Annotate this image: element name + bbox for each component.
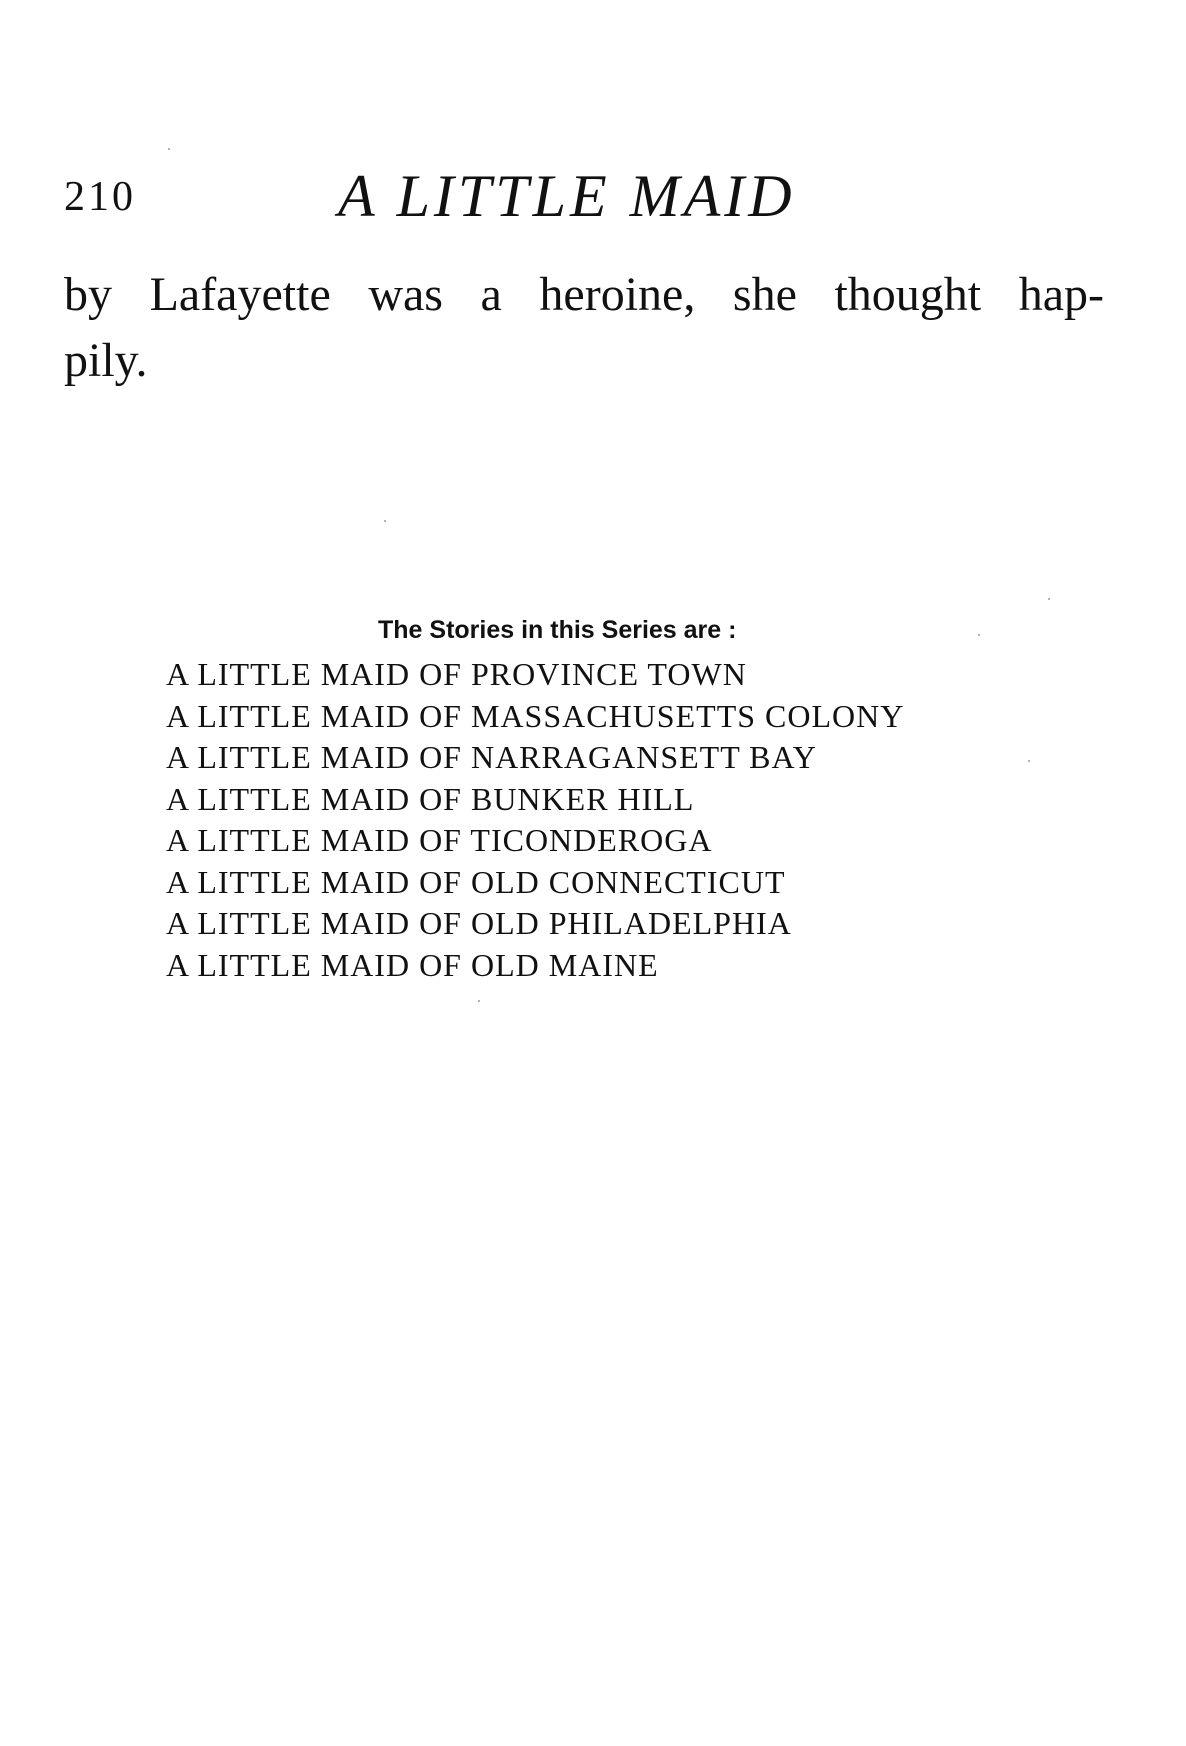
running-head: A LITTLE MAID [338, 163, 796, 229]
print-speck [384, 520, 386, 522]
series-title: A LITTLE MAID OF OLD CONNECTICUT [166, 863, 786, 900]
series-heading: The Stories in this Series are : [378, 616, 737, 644]
page-number: 210 [64, 174, 136, 220]
print-speck [168, 148, 170, 150]
print-speck [1028, 760, 1030, 762]
print-speck [978, 634, 980, 636]
series-title: A LITTLE MAID OF NARRAGANSETT BAY [166, 739, 817, 775]
print-speck [478, 1000, 480, 1002]
series-title: A LITTLE MAID OF OLD PHILADELPHIA [166, 905, 792, 941]
body-paragraph [64, 262, 1104, 394]
print-speck [1048, 598, 1050, 600]
series-title: A LITTLE MAID OF BUNKER HILL [166, 780, 695, 817]
series-title: A LITTLE MAID OF PROVINCE TOWN [166, 656, 747, 692]
series-title: A LITTLE MAID OF MASSACHUSETTS COLONY [166, 697, 905, 734]
body-line: by Lafayette was a heroine, she thought hap- [64, 268, 1104, 321]
series-title: A LITTLE MAID OF OLD MAINE [166, 946, 659, 983]
series-list [166, 654, 904, 986]
series-title: A LITTLE MAID OF TICONDEROGA [166, 822, 713, 858]
body-line: pily. [64, 334, 148, 387]
